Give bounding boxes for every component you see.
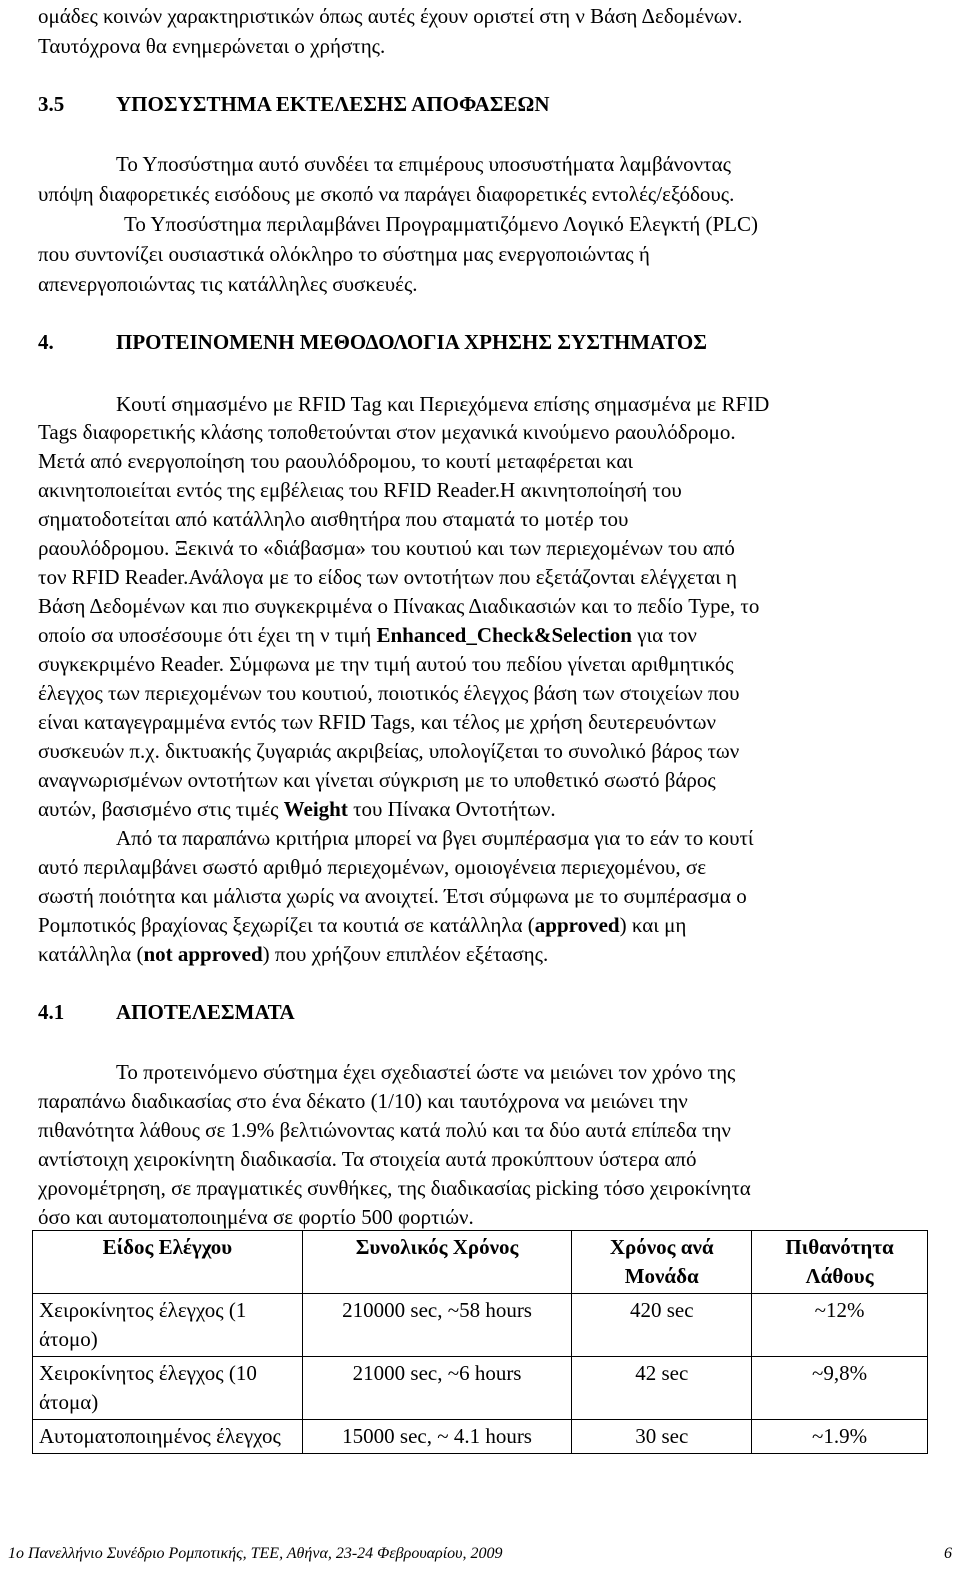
text-segment: του Πίνακα Οντοτήτων. [347, 797, 556, 821]
section-4-title: ΠΡΟΤΕΙΝΟΜΕΝΗ ΜΕΘΟΔΟΛΟΓΙΑ ΧΡΗΣΗΣ ΣΥΣΤΗΜΑΤΟΣ [116, 330, 707, 354]
paragraph-line: Tags διαφορετικής κλάσης τοποθετούνται στον μεχανικά κινούμενο ραουλόδρομο. [38, 420, 736, 444]
results-table [32, 1230, 928, 1454]
table-cell: ~12% [752, 1294, 928, 1357]
paragraph-line: έλεγχος των περιεχομένων του κουτιού, ποιοτικός έλεγχος βάση των στοιχείων που [38, 681, 740, 705]
table-cell: 420 sec [572, 1294, 752, 1357]
column-header: Είδος Ελέγχου [33, 1231, 303, 1294]
paragraph-line: όσο και αυτοματοποιημένα σε φορτίο 500 φορτιών. [38, 1205, 474, 1229]
paragraph-line: Κουτί σημασμένο με RFID Tag και Περιεχόμενα επίσης σημασμένα με RFID [116, 392, 770, 416]
paragraph-line: ραουλόδρομου. Ξεκινά το «διάβασμα» του κουτιού και των περιεχομένων του από [38, 536, 735, 560]
footer-conference: 1ο Πανελλήνιο Συνέδριο Ρομποτικής, ΤΕΕ, Αθήνα, 23-24 Φεβρουαρίου, 2009 [8, 1545, 503, 1562]
text-segment: ) που χρήζουν επιπλέον εξέτασης. [262, 942, 549, 966]
text-segment: οποίο σα υποσέσουμε ότι έχει τη ν τιμή [38, 623, 377, 647]
paragraph-line: σηματοδοτείται από κατάλληλο αισθητήρα που σταματά το μοτέρ του [38, 507, 629, 531]
paragraph-line: αναγνωρισμένων οντοτήτων και γίνεται σύγκριση με το υποθετικό σωστό βάρος [38, 768, 716, 792]
bold-term: approved [534, 913, 620, 937]
paragraph-line-with-bold [38, 940, 548, 968]
bold-term: Enhanced_Check&Selection [376, 623, 632, 647]
text-segment: για τον [631, 623, 697, 647]
page-number: 6 [944, 1545, 952, 1562]
column-header: Συνολικός Χρόνος [302, 1231, 572, 1294]
page-footer [8, 1544, 952, 1564]
paragraph-line: Από τα παραπάνω κριτήρια μπορεί να βγει συμπέρασμα για το εάν το κουτί [116, 826, 754, 850]
paragraph-line: υπόψη διαφορετικές εισόδους με σκοπό να παράγει διαφορετικές εντολές/εξόδους. [38, 182, 735, 206]
paragraph-line-with-bold [38, 795, 556, 823]
table-row [33, 1294, 928, 1357]
table-header-row [33, 1231, 928, 1294]
table-cell: 210000 sec, ~58 hours [302, 1294, 572, 1357]
section-4-number: 4. [38, 330, 54, 354]
bold-term: not approved [143, 942, 263, 966]
paragraph-line: χρονομέτρηση, σε πραγματικές συνθήκες, της διαδικασίας picking τόσο χειροκίνητα [38, 1176, 751, 1200]
bold-term: Weight [283, 797, 348, 821]
table-cell: Χειροκίνητος έλεγχος (10 άτομα) [33, 1357, 303, 1420]
table-cell: 21000 sec, ~6 hours [302, 1357, 572, 1420]
table-cell: 42 sec [572, 1357, 752, 1420]
section-3-5-title: ΥΠΟΣΥΣΤΗΜΑ ΕΚΤΕΛΕΣΗΣ ΑΠΟΦΑΣΕΩΝ [116, 92, 550, 116]
table-row [33, 1420, 928, 1454]
text-segment: ) και μη [619, 913, 687, 937]
section-4-1-title: ΑΠΟΤΕΛΕΣΜΑΤΑ [116, 1000, 295, 1024]
table-cell: 15000 sec, ~ 4.1 hours [302, 1420, 572, 1454]
paragraph-line: ακινητοποιείται εντός της εμβέλειας του RFID Reader.Η ακινητοποίησή του [38, 478, 682, 502]
column-header: Πιθανότητα Λάθους [752, 1231, 928, 1294]
paragraph-line: Το προτεινόμενο σύστημα έχει σχεδιαστεί ώστε να μειώνει τον χρόνο της [116, 1060, 736, 1084]
text-segment: Ρομποτικός βραχίονας ξεχωρίζει τα κουτιά σε κατάλληλα ( [38, 913, 535, 937]
paragraph-line: είναι καταγεγραμμένα εντός των RFID Tags, και τέλος με χρήση δευτερευόντων [38, 710, 716, 734]
table-cell: ~9,8% [752, 1357, 928, 1420]
text-segment: κατάλληλα ( [38, 942, 144, 966]
paragraph-line-with-bold [38, 911, 686, 939]
paragraph-line: που συντονίζει ουσιαστικά ολόκληρο το σύστημα μας ενεργοποιώντας ή [38, 242, 650, 266]
intro-line-2: Ταυτόχρονα θα ενημερώνεται ο χρήστης. [38, 34, 386, 58]
table-cell: Αυτοματοποιημένος έλεγχος [33, 1420, 303, 1454]
section-4-1-number: 4.1 [38, 1000, 65, 1024]
table-cell: Χειροκίνητος έλεγχος (1 άτομο) [33, 1294, 303, 1357]
table-row [33, 1357, 928, 1420]
paragraph-line: απενεργοποιώντας τις κατάλληλες συσκευές. [38, 272, 418, 296]
paragraph-line: παραπάνω διαδικασίας στο ένα δέκατο (1/10) και ταυτόχρονα να μειώνει την [38, 1089, 688, 1113]
text-segment: αυτών, βασισμένο στις τιμές [38, 797, 284, 821]
paragraph-line: Το Υποσύστημα αυτό συνδέει τα επιμέρους υποσυστήματα λαμβάνοντας [116, 152, 731, 176]
paragraph-line: αντίστοιχη χειροκίνητη διαδικασία. Τα στοιχεία αυτά προκύπτουν ύστερα από [38, 1147, 697, 1171]
column-header: Χρόνος ανά Μονάδα [572, 1231, 752, 1294]
table-cell: ~1.9% [752, 1420, 928, 1454]
paragraph-line: σωστή ποιότητα και μάλιστα χωρίς να ανοιχτεί. Έτσι σύμφωνα με το συμπέρασμα ο [38, 884, 747, 908]
table-cell: 30 sec [572, 1420, 752, 1454]
paragraph-line: Βάση Δεδομένων και πιο συγκεκριμένα ο Πίνακας Διαδικασιών και το πεδίο Type, το [38, 594, 760, 618]
paragraph-line: τον RFID Reader.Ανάλογα με το είδος των οντοτήτων που εξετάζονται ελέγχεται η [38, 565, 737, 589]
paragraph-line: Μετά από ενεργοποίηση του ραουλόδρομου, το κουτί μεταφέρεται και [38, 449, 634, 473]
paragraph-line: συσκευών π.χ. δικτυακής ζυγαριάς ακριβείας, υπολογίζεται το συνολικό βάρος των [38, 739, 740, 763]
paragraph-line: αυτό περιλαμβάνει σωστό αριθμό περιεχομένων, ομοιογένεια περιεχομένου, σε [38, 855, 707, 879]
paragraph-line: συγκεκριμένο Reader. Σύμφωνα με την τιμή αυτού του πεδίου γίνεται αριθμητικός [38, 652, 734, 676]
paragraph-line: Το Υποσύστημα περιλαμβάνει Προγραμματιζόμενο Λογικό Ελεγκτή (PLC) [124, 212, 758, 236]
paragraph-line: πιθανότητα λάθους σε 1.9% βελτιώνοντας κατά πολύ και τα δύο αυτά επίπεδα την [38, 1118, 731, 1142]
section-3-5-number: 3.5 [38, 92, 65, 116]
intro-line-1: ομάδες κοινών χαρακτηριστικών όπως αυτές έχουν οριστεί στη ν Βάση Δεδομένων. [38, 4, 743, 28]
paragraph-line-with-bold [38, 621, 697, 649]
